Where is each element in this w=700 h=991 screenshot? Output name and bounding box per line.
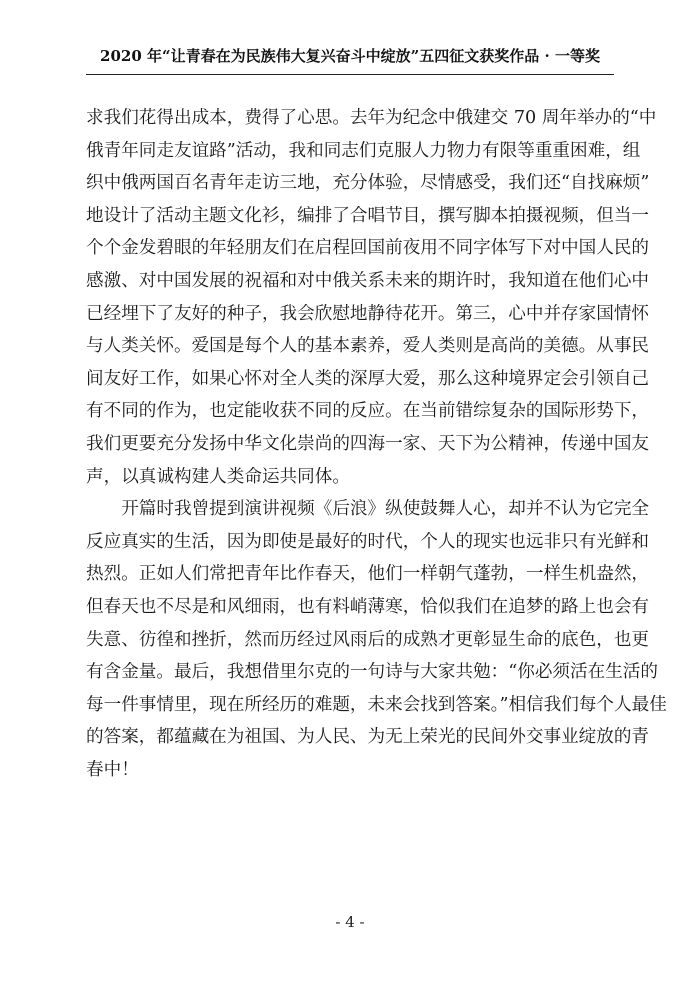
text-line: 的答案，都蕴藏在为祖国、为人民、为无上荣光的民间外交事业绽放的青 xyxy=(86,727,650,748)
text-line: 个个金发碧眼的年轻朋友们在启程回国前夜用不同字体写下对中国人民的 xyxy=(86,238,650,259)
text-line: 春中！ xyxy=(86,759,139,780)
text-line: 地设计了活动主题文化衫，编排了合唱节目，撰写脚本拍摄视频，但当一 xyxy=(86,205,650,226)
text-line: 已经埋下了友好的种子，我会欣慰地静待花开。第三，心中并存家国情怀 xyxy=(86,303,650,324)
text-line: 感激、对中国发展的祝福和对中俄关系未来的期许时，我知道在他们心中 xyxy=(86,270,650,291)
header-divider xyxy=(86,74,614,75)
text-line: 声，以真诚构建人类命运共同体。 xyxy=(86,466,350,487)
text-line: 有不同的作为，也定能收获不同的反应。在当前错综复杂的国际形势下， xyxy=(86,401,650,422)
body-text xyxy=(86,102,667,786)
text-line: 但春天也不尽是和风细雨，也有料峭薄寒，恰似我们在追梦的路上也会有 xyxy=(86,596,650,617)
text-line: 热烈。正如人们常把青年比作春天，他们一样朝气蓬勃，一样生机盎然， xyxy=(86,564,650,585)
text-line: 织中俄两国百名青年走访三地，充分体验，尽情感受，我们还“自找麻烦” xyxy=(86,173,650,194)
text-line: 求我们花得出成本，费得了心思。去年为纪念中俄建交 70 周年举办的“中 xyxy=(86,108,657,128)
text-line: 俄青年同走友谊路”活动，我和同志们克服人力物力有限等重重困难，组 xyxy=(86,140,641,161)
text-line: 与人类关怀。爱国是每个人的基本素养，爱人类则是高尚的美德。从事民 xyxy=(86,336,650,357)
text-line: 我们更要充分发扬中华文化崇尚的四海一家、天下为公精神，传递中国友 xyxy=(86,433,650,454)
paragraph-2 xyxy=(86,493,667,786)
text-line: 开篇时我曾提到演讲视频《后浪》纵使鼓舞人心，却并不认为它完全 xyxy=(86,499,650,520)
text-line: 失意、彷徨和挫折，然而历经过风雨后的成熟才更彰显生命的底色，也更 xyxy=(86,629,650,650)
paragraph-1 xyxy=(86,102,657,493)
page-header-title: 2020 年“让青春在为民族伟大复兴奋斗中绽放”五四征文获奖作品 · 一等奖 xyxy=(100,47,600,65)
page-number: - 4 - xyxy=(335,913,365,931)
text-line: 每一件事情里，现在所经历的难题，未来会找到答案。”相信我们每个人最佳 xyxy=(86,694,667,715)
text-line: 间友好工作，如果心怀对全人类的深厚大爱，那么这种境界定会引领自己 xyxy=(86,368,650,389)
text-line: 反应真实的生活，因为即使是最好的时代，个人的现实也远非只有光鲜和 xyxy=(86,531,650,552)
text-line: 有含金量。最后，我想借里尔克的一句诗与大家共勉：“你必须活在生活的 xyxy=(86,662,658,683)
